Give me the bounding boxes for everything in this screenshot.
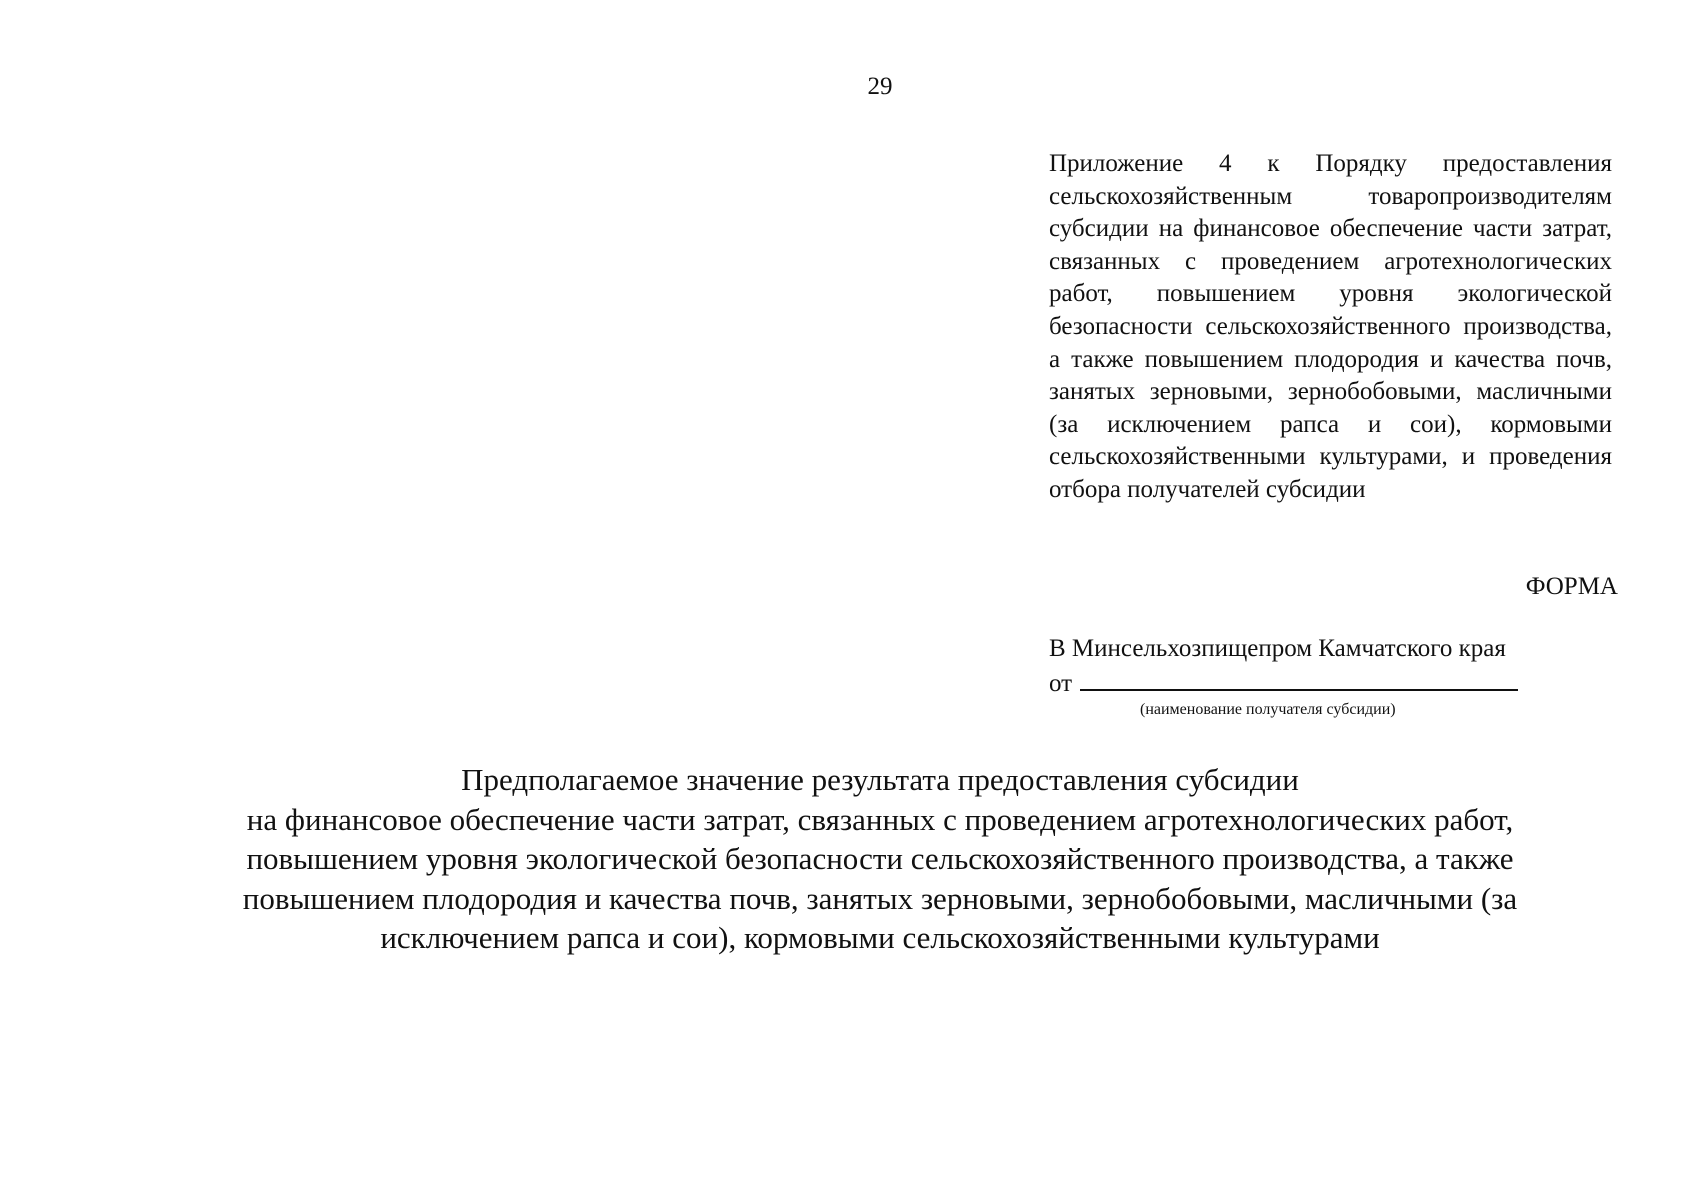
title-line: повышением уровня экологической безопасности сельскохозяйственного производства, а также — [246, 841, 1514, 876]
form-label: ФОРМА — [1525, 573, 1618, 600]
title-line: исключением рапса и сои), кормовыми сельскохозяйственными культурами — [380, 920, 1380, 955]
title-line: Предполагаемое значение результата предоставления субсидии — [461, 762, 1299, 797]
recipient-block — [1049, 633, 1609, 700]
title-line: повышением плодородия и качества почв, занятых зерновыми, зернобобовыми, масличными (за — [242, 880, 1518, 916]
annex-reference: Приложение 4 к Порядку предоставления сельскохозяйственным товаропроизводителям субсидии на финансовое обеспечение части затрат, связанных с проведением агротехнологических работ, повышением уровня экологической безопасности сельскохозяйственного производства, а также повышением плодородия и качества почв, занятых зерновыми, зернобобовыми, масличными (за исключением рапса и сои), кормовыми сельскохозяйственными культурами, и проведения отбора получателей субсидии — [1049, 150, 1612, 503]
addressee-line: В Минсельхозпищепром Камчатского края — [1049, 635, 1506, 662]
sender-caption: (наименование получателя субсидии) — [1140, 701, 1396, 718]
sender-row — [1049, 665, 1609, 700]
sender-name-blank[interactable] — [1080, 665, 1518, 691]
page-number: 29 — [867, 73, 893, 100]
sender-prefix: от — [1049, 670, 1073, 697]
title-line: на финансовое обеспечение части затрат, связанных с проведением агротехнологических работ, — [246, 801, 1514, 837]
document-title — [160, 760, 1600, 958]
